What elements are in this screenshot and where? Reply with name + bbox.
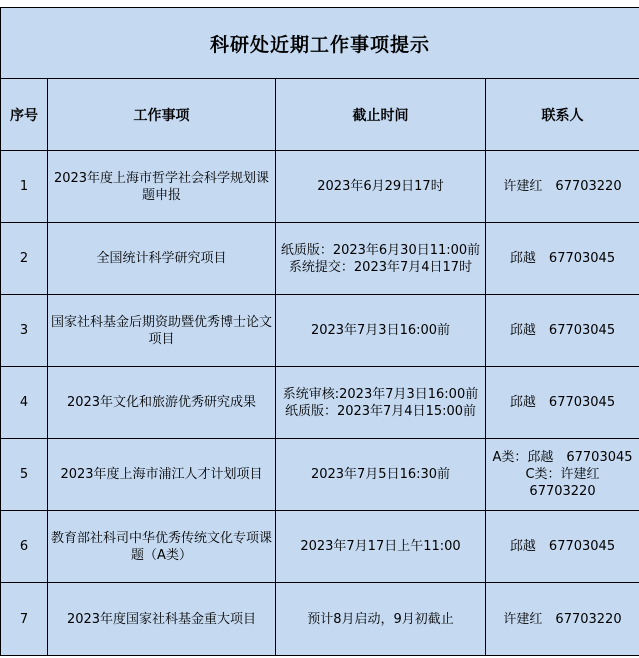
- cell-contact: [486, 367, 639, 439]
- table-row: [1, 511, 639, 583]
- header-row: [1, 79, 639, 151]
- cell-contact: [486, 511, 639, 583]
- cell-deadline: [276, 367, 486, 439]
- header-no: 序号: [1, 79, 48, 151]
- cell-item: 教育部社科司中华优秀传统文化专项课题（A类）: [48, 511, 276, 583]
- cell-deadline: [276, 151, 486, 223]
- table-title: 科研处近期工作事项提示: [1, 8, 639, 79]
- deadline-line: 2023年6月29日17时: [317, 179, 444, 194]
- cell-no: 4: [1, 367, 48, 439]
- cell-item: 2023年度上海市浦江人才计划项目: [48, 439, 276, 511]
- contact-line: C类：许建红: [525, 467, 600, 482]
- cell-deadline: [276, 511, 486, 583]
- contact-line: 邱越 67703045: [509, 323, 616, 338]
- contact-line: 邱越 67703045: [509, 395, 616, 410]
- cell-contact: [486, 583, 639, 656]
- header-item: 工作事项: [48, 79, 276, 151]
- header-deadline: 截止时间: [276, 79, 486, 151]
- cell-no: 6: [1, 511, 48, 583]
- cell-deadline: [276, 223, 486, 295]
- table-row: [1, 583, 639, 656]
- table-row: [1, 295, 639, 367]
- contact-line: 邱越 67703045: [509, 539, 616, 554]
- cell-item: 国家社科基金后期资助暨优秀博士论文项目: [48, 295, 276, 367]
- deadline-line: 系统审核:2023年7月3日16:00前: [282, 386, 479, 402]
- deadline-line: 系统提交：2023年7月4日17时: [288, 259, 473, 275]
- cell-no: 7: [1, 583, 48, 656]
- deadline-line: 纸质版：2023年6月30日11:00前: [280, 242, 481, 258]
- title-row: [1, 8, 639, 79]
- work-items-table: [0, 7, 639, 656]
- contact-line: 许建红 67703220: [503, 179, 622, 194]
- cell-deadline: [276, 583, 486, 656]
- table-row: [1, 439, 639, 511]
- deadline-line: 纸质版：2023年7月4日15:00前: [284, 403, 477, 419]
- cell-contact: [486, 439, 639, 511]
- deadline-line: 2023年7月17日上午11:00: [300, 539, 461, 554]
- contact-line: 许建红 67703220: [503, 611, 622, 627]
- deadline-line: 2023年7月5日16:30前: [310, 467, 451, 482]
- cell-deadline: [276, 295, 486, 367]
- table-row: [1, 223, 639, 295]
- table-row: [1, 151, 639, 223]
- header-contact: 联系人: [486, 79, 639, 151]
- cell-item: 2023年度上海市哲学社会科学规划课题申报: [48, 151, 276, 223]
- cell-no: 1: [1, 151, 48, 223]
- cell-no: 2: [1, 223, 48, 295]
- contact-line: 67703220: [529, 484, 596, 499]
- cell-item: 2023年度国家社科基金重大项目: [48, 583, 276, 656]
- cell-item: 2023年文化和旅游优秀研究成果: [48, 367, 276, 439]
- cell-contact: [486, 151, 639, 223]
- cell-no: 3: [1, 295, 48, 367]
- deadline-line: 2023年7月3日16:00前: [310, 323, 451, 338]
- cell-contact: [486, 223, 639, 295]
- table-body: [1, 8, 639, 656]
- table-row: [1, 367, 639, 439]
- contact-line: 邱越 67703045: [509, 251, 616, 266]
- deadline-line: 预计8月启动，9月初截止: [307, 611, 454, 627]
- cell-no: 5: [1, 439, 48, 511]
- cell-deadline: [276, 439, 486, 511]
- cell-contact: [486, 295, 639, 367]
- contact-line: A类：邱越 67703045: [492, 450, 633, 465]
- cell-item: 全国统计科学研究项目: [48, 223, 276, 295]
